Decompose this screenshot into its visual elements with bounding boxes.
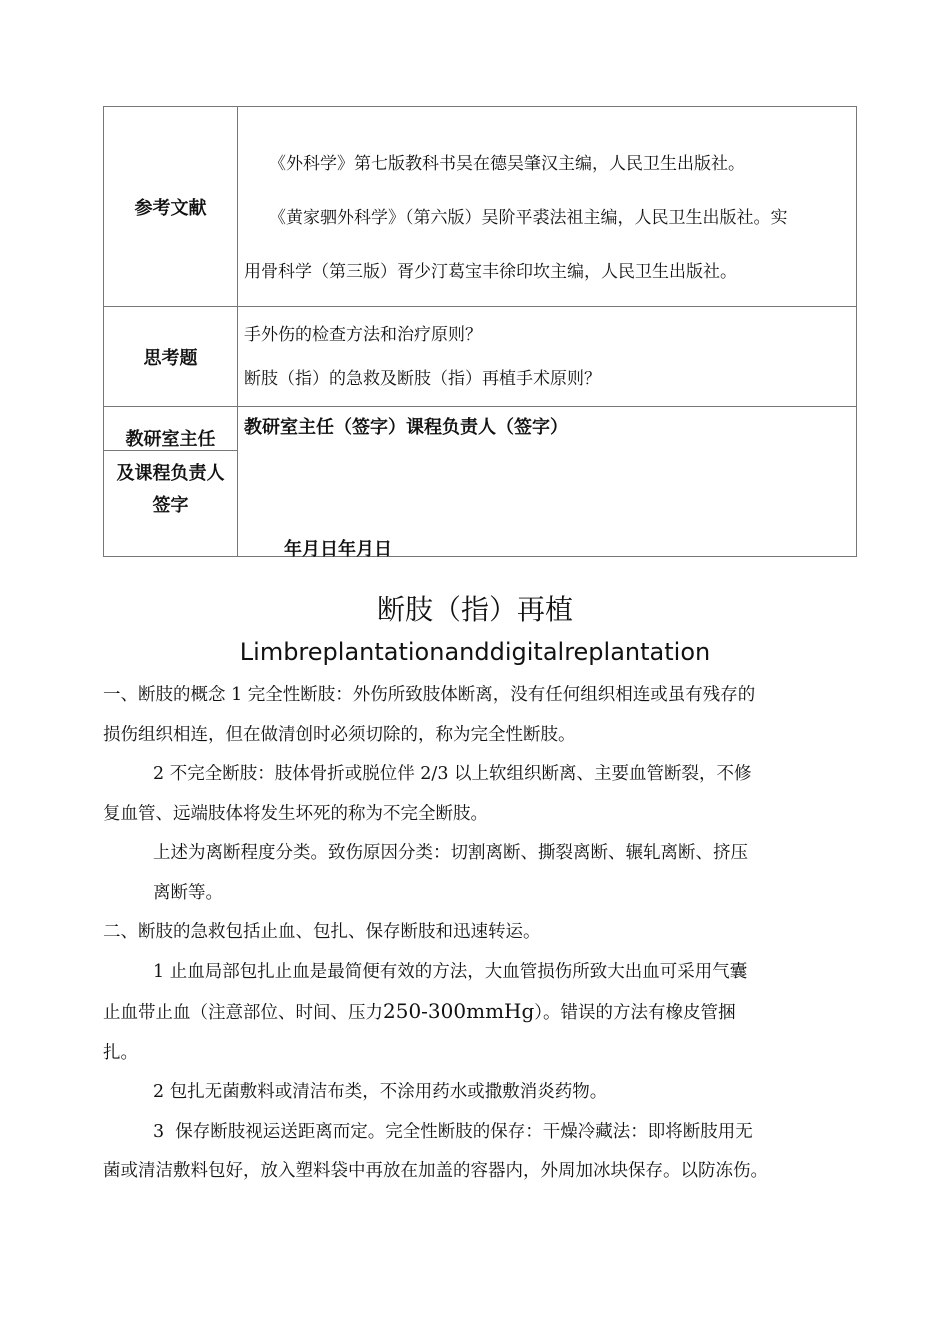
paragraph-block bbox=[103, 834, 863, 913]
signature-label-continued bbox=[104, 458, 237, 522]
paragraph: 上述为离断程度分类。致伤原因分类：切割离断、撕裂离断、辗轧离断、挤压 bbox=[153, 843, 748, 863]
paragraph: 复血管、远端肢体将发生坏死的称为不完全断肢。 bbox=[103, 803, 488, 824]
paragraph: 1 止血局部包扎止血是最简便有效的方法，大血管损伤所致大出血可采用气囊 bbox=[153, 961, 748, 982]
signature-label-line: 及课程负责人 bbox=[116, 463, 225, 484]
paragraph: 离断等。 bbox=[153, 882, 223, 903]
references-label: 参考文献 bbox=[134, 198, 207, 219]
references-content bbox=[244, 137, 854, 299]
reference-line: 《黄家驷外科学》（第六版）吴阶平裘法祖主编，人民卫生出版社。实 bbox=[269, 208, 788, 228]
document-subtitle: Limbreplantationanddigitalreplantation bbox=[239, 638, 711, 666]
paragraph: 止血带止血（注意部位、时间、压力250-300mmHg）。错误的方法有橡皮管捆 bbox=[103, 999, 736, 1023]
paragraph: 3 保存断肢视运送距离而定。完全性断肢的保存：干燥冷藏法：即将断肢用无 bbox=[153, 1121, 753, 1142]
question-item: 手外伤的检查方法和治疗原则？ bbox=[244, 325, 482, 345]
document-title: 断肢（指）再植 bbox=[376, 593, 573, 626]
reference-line: 《外科学》第七版教科书吴在德吴肇汉主编，人民卫生出版社。 bbox=[269, 154, 745, 174]
paragraph: 一、断肢的概念 1 完全性断肢：外伤所致肢体断离，没有任何组织相连或虽有残存的 bbox=[103, 685, 756, 705]
paragraph: 扎。 bbox=[103, 1042, 138, 1063]
table-divider bbox=[237, 107, 238, 556]
questions-label: 思考题 bbox=[143, 348, 198, 369]
paragraph: 损伤组织相连，但在做清创时必须切除的，称为完全性断肢。 bbox=[103, 724, 576, 745]
info-table bbox=[103, 106, 857, 560]
question-item: 断肢（指）的急救及断肢（指）再植手术原则？ bbox=[244, 369, 601, 389]
paragraph: 2 包扎无菌敷料或清洁布类，不涂用药水或撒敷消炎药物。 bbox=[153, 1082, 608, 1102]
signature-header: 教研室主任（签字）课程负责人（签字） bbox=[244, 417, 568, 438]
document-body bbox=[103, 676, 863, 1192]
signature-date: 年月日年月日 bbox=[284, 539, 392, 560]
signature-label-line: 签字 bbox=[152, 495, 189, 516]
reference-line: 用骨科学（第三版）胥少汀葛宝丰徐印坎主编，人民卫生出版社。 bbox=[244, 262, 737, 282]
paragraph: 菌或清洁敷料包好，放入塑料袋中再放在加盖的容器内，外周加冰块保存。以防冻伤。 bbox=[103, 1161, 768, 1181]
signature-content bbox=[244, 413, 854, 439]
signature-label-line: 教研室主任 bbox=[125, 429, 216, 450]
paragraph: 二、断肢的急救包括止血、包扎、保存断肢和迅速转运。 bbox=[103, 922, 541, 942]
table-divider bbox=[104, 450, 237, 451]
signature-label bbox=[104, 424, 237, 456]
paragraph: 2 不完全断肢：肢体骨折或脱位伴 2/3 以上软组织断离、主要血管断裂，不修 bbox=[153, 764, 752, 784]
questions-content bbox=[244, 313, 854, 401]
table-divider bbox=[104, 406, 856, 407]
table-divider bbox=[104, 306, 856, 307]
